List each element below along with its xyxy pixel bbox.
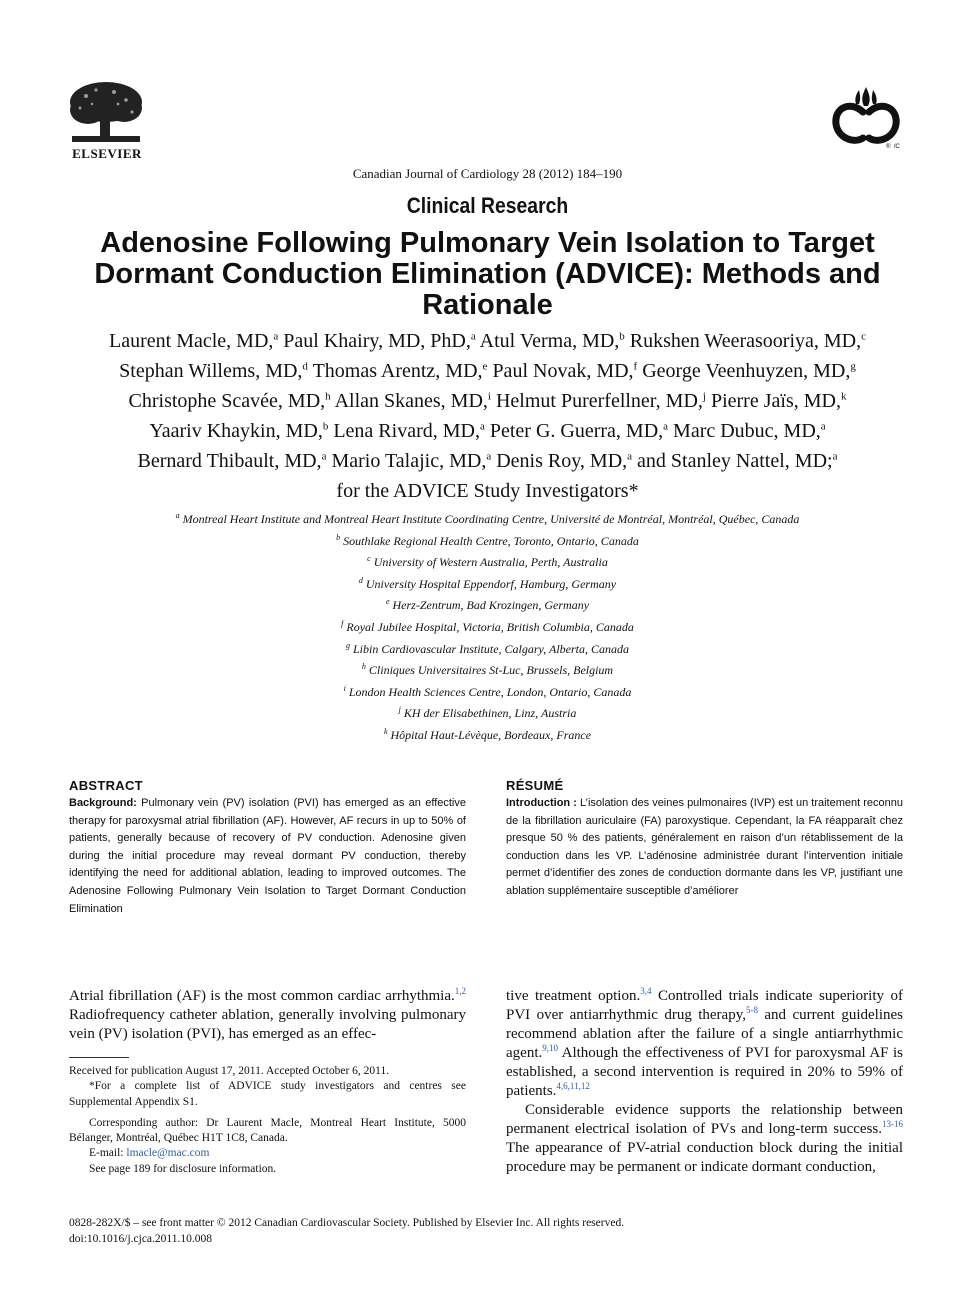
author-affiliation-marker: b: [619, 330, 625, 343]
author-name: Stephan Willems, MD,: [119, 360, 303, 382]
author-name: Yaariv Khaykin, MD,: [149, 420, 323, 442]
author-affiliation-marker: c: [861, 330, 866, 343]
author-affiliation-marker: a: [832, 450, 838, 463]
author-name: Marc Dubuc, MD,: [673, 420, 821, 442]
author-name: George Veenhuyzen, MD,: [642, 360, 851, 382]
resume-lead: Introduction :: [506, 797, 577, 809]
affiliation-marker: d: [358, 575, 363, 585]
author-affiliation-marker: e: [482, 360, 488, 373]
copyright-line: 0828-282X/$ – see front matter © 2012 Canadian Cardiovascular Society. Published by Elsevier Inc. All rights reserved.: [69, 1217, 625, 1229]
affiliation-item: [100, 682, 875, 704]
affiliation-item: [100, 509, 875, 531]
affiliation-text: Hôpital Haut-Lévèque, Bordeaux, France: [390, 727, 592, 742]
author-affiliation-marker: b: [322, 420, 329, 433]
copyright-footer: [69, 1216, 769, 1247]
corresponding-author-note: Corresponding author: Dr Laurent Macle, Montreal Heart Institute, 5000 Bélanger, Montréal, Québec H1T 1C8, Canada.: [69, 1116, 466, 1145]
citation-link[interactable]: 5-8: [746, 1005, 758, 1015]
affiliation-marker: a: [175, 511, 180, 520]
doi-line[interactable]: doi:10.1016/j.cjca.2011.10.008: [69, 1232, 212, 1245]
body-paragraph: Atrial fibrillation (AF) is the most common cardiac arrhythmia.$^{1,2}$ Radiofrequency catheter ablation, generally involving pulmonary vein (PV) isolation (PVI), has emerged as an effec-: [69, 986, 466, 1042]
author-name: Allan Skanes, MD,: [334, 390, 488, 412]
affiliation-text: Herz-Zentrum, Bad Krozingen, Germany: [392, 598, 590, 613]
affiliation-item: [100, 552, 875, 574]
author-list: [40, 326, 935, 506]
author-name: Pierre Jaïs, MD,: [710, 390, 841, 412]
affiliation-item: [100, 531, 875, 553]
author-name: Rukshen Weerasooriya, MD,: [629, 330, 862, 352]
abstract-text: [69, 795, 466, 919]
author-name: Denis Roy, MD,: [496, 450, 628, 472]
disclosure-note: See page 189 for disclosure information.: [89, 1162, 277, 1175]
body-paragraph: Considerable evidence supports the relationship between permanent electrical isolation of PVs and long-term success.$^{13-16}$ The appearance of PV-atrial conduction block during the initial procedure may be permanent or indicate dormant conduction,: [506, 1102, 903, 1175]
author-affiliation-marker: a: [627, 450, 633, 463]
affiliation-marker: f: [341, 618, 344, 628]
author-name: Thomas Arentz, MD,: [312, 360, 483, 382]
author-affiliation-marker: a: [470, 330, 476, 343]
author-name: Mario Talajic, MD,: [331, 450, 487, 472]
author-affiliation-marker: a: [820, 420, 826, 433]
affiliation-item: [100, 725, 875, 747]
abstract-body-text: Pulmonary vein (PV) isolation (PVI) has emerged as an effective therapy for paroxysmal atrial fibrillation (AF). However, AF recurs in up to 50% of patients, generally because of recovery of PV conduction. Adenosine given during the initial procedure may reveal dormant PV conduction, thereby identifying the need for additional ablation, leading to improved outcomes. The Adenosine Following Pulmonary Vein Isolation to Target Dormant Conduction Elimination: [69, 797, 466, 915]
email-note: E-mail: lmacle@mac.com: [89, 1147, 210, 1160]
article-title: Adenosine Following Pulmonary Vein Isolation to Target Dormant Conduction Elimination (ADVICE): Methods and Rationale: [94, 227, 881, 321]
affiliation-text: Montreal Heart Institute and Montreal Heart Institute Coordinating Centre, Université de Montréal, Montréal, Québec, Canada: [182, 512, 800, 526]
affiliation-item: [100, 574, 875, 596]
author-name: Christophe Scavée, MD,: [128, 390, 326, 412]
body-column-left: [69, 987, 466, 1044]
study-group-line: for the ADVICE Study Investigators*: [336, 480, 639, 502]
resume-body-text: L’isolation des veines pulmonaires (IVP) est un traitement reconnu de la fibrillation auriculaire (FA) paroxystique. Cependant, la FA réapparaît chez presque 50 % des patients, généralement en raison d’un rétablissement de la conduction dans les VP. L’adénosine administrée durant l’intervention initiale permet d’identifier des zones de conduction dormante dans les VP, justifiant une ablation supplémentaire susceptible d’améliorer: [506, 797, 903, 897]
affiliation-text: Cliniques Universitaires St-Luc, Brussels, Belgium: [368, 663, 614, 678]
author-affiliation-marker: i: [487, 390, 491, 403]
affiliation-marker: j: [398, 705, 401, 715]
footnote-divider: [69, 1057, 129, 1058]
affiliation-item: [100, 639, 875, 661]
author-name: Peter G. Guerra, MD,: [489, 420, 664, 442]
author-affiliation-marker: g: [850, 360, 856, 373]
affiliation-text: University Hospital Eppendorf, Hamburg, Germany: [365, 576, 617, 591]
affiliation-marker: i: [343, 683, 346, 693]
footnotes: [69, 1064, 466, 1177]
author-name: Helmut Purerfellner, MD,: [495, 390, 703, 412]
resume-text: [506, 795, 903, 919]
affiliation-list: [100, 509, 875, 747]
affiliation-text: University of Western Australia, Perth, Australia: [373, 555, 608, 570]
citation-link[interactable]: 13-16: [882, 1119, 903, 1129]
citation-link[interactable]: 4,6,11,12: [556, 1081, 590, 1091]
affiliation-text: Royal Jubilee Hospital, Victoria, British Columbia, Canada: [346, 619, 634, 634]
body-column-right: [506, 987, 903, 1177]
author-affiliation-marker: f: [633, 360, 638, 373]
journal-citation: Canadian Journal of Cardiology 28 (2012) 184–190: [352, 166, 623, 181]
author-affiliation-marker: a: [321, 450, 327, 463]
affiliation-item: [100, 617, 875, 639]
author-name: Atul Verma, MD,: [479, 330, 620, 352]
logo-mark-text: ® /C: [886, 144, 900, 150]
author-name: Lena Rivard, MD,: [333, 420, 480, 442]
author-affiliation-marker: a: [663, 420, 669, 433]
affiliation-marker: c: [367, 554, 371, 564]
author-name: Bernard Thibault, MD,: [137, 450, 322, 472]
affiliation-item: [100, 703, 875, 725]
author-affiliation-marker: a: [479, 420, 485, 433]
affiliation-text: London Health Sciences Centre, London, Ontario, Canada: [348, 684, 632, 699]
author-affiliation-marker: k: [840, 390, 847, 403]
affiliation-text: KH der Elisabethinen, Linz, Austria: [403, 706, 577, 721]
affiliation-item: [100, 660, 875, 682]
society-logo: [830, 84, 902, 150]
investigators-note: *For a complete list of ADVICE study investigators and centres see Supplemental Appendix S1.: [69, 1080, 466, 1108]
affiliation-marker: b: [336, 532, 341, 542]
author-name: Laurent Macle, MD,: [109, 330, 274, 352]
publisher-name: ELSEVIER: [72, 146, 142, 161]
author-affiliation-marker: a: [486, 450, 492, 463]
received-note: Received for publication August 17, 2011. Accepted October 6, 2011.: [69, 1065, 390, 1077]
email-link[interactable]: lmacle@mac.com: [126, 1147, 210, 1160]
author-affiliation-marker: h: [325, 390, 331, 403]
affiliation-text: Libin Cardiovascular Institute, Calgary, Alberta, Canada: [352, 641, 629, 656]
affiliation-item: [100, 595, 875, 617]
resume-heading: RÉSUMÉ: [506, 778, 564, 793]
section-label: Clinical Research: [406, 193, 569, 218]
body-paragraph: tive treatment option.$^{3,4}$ Controlled trials indicate superiority of PVI over antiarrhythmic drug therapy,$^{5-8}$ and current guidelines recommend ablation after the failure of a single antiarrhythmic agent.$^{9,10}$ Although the effectiveness of PVI for paroxysmal AF is established, a second intervention is required in 20% to 59% of patients.$^{4,6,11,12}$: [506, 986, 903, 1099]
author-affiliation-marker: d: [302, 360, 308, 373]
affiliation-text: Southlake Regional Health Centre, Toronto, Ontario, Canada: [343, 533, 639, 548]
affiliation-marker: k: [383, 726, 388, 736]
author-name: Paul Khairy, MD, PhD,: [283, 330, 471, 352]
citation-link[interactable]: 1,2: [454, 986, 466, 996]
affiliation-marker: g: [345, 640, 350, 650]
citation-link[interactable]: 9,10: [542, 1043, 558, 1053]
author-name: Paul Novak, MD,: [492, 360, 634, 382]
affiliation-marker: e: [385, 597, 390, 607]
abstract-heading: ABSTRACT: [69, 778, 143, 793]
author-name: and Stanley Nattel, MD;: [637, 450, 833, 472]
affiliation-marker: h: [361, 662, 366, 672]
abstract-lead: Background:: [69, 797, 137, 809]
author-affiliation-marker: a: [273, 330, 279, 343]
author-affiliation-marker: j: [702, 390, 706, 403]
citation-link[interactable]: 3,4: [640, 986, 652, 996]
